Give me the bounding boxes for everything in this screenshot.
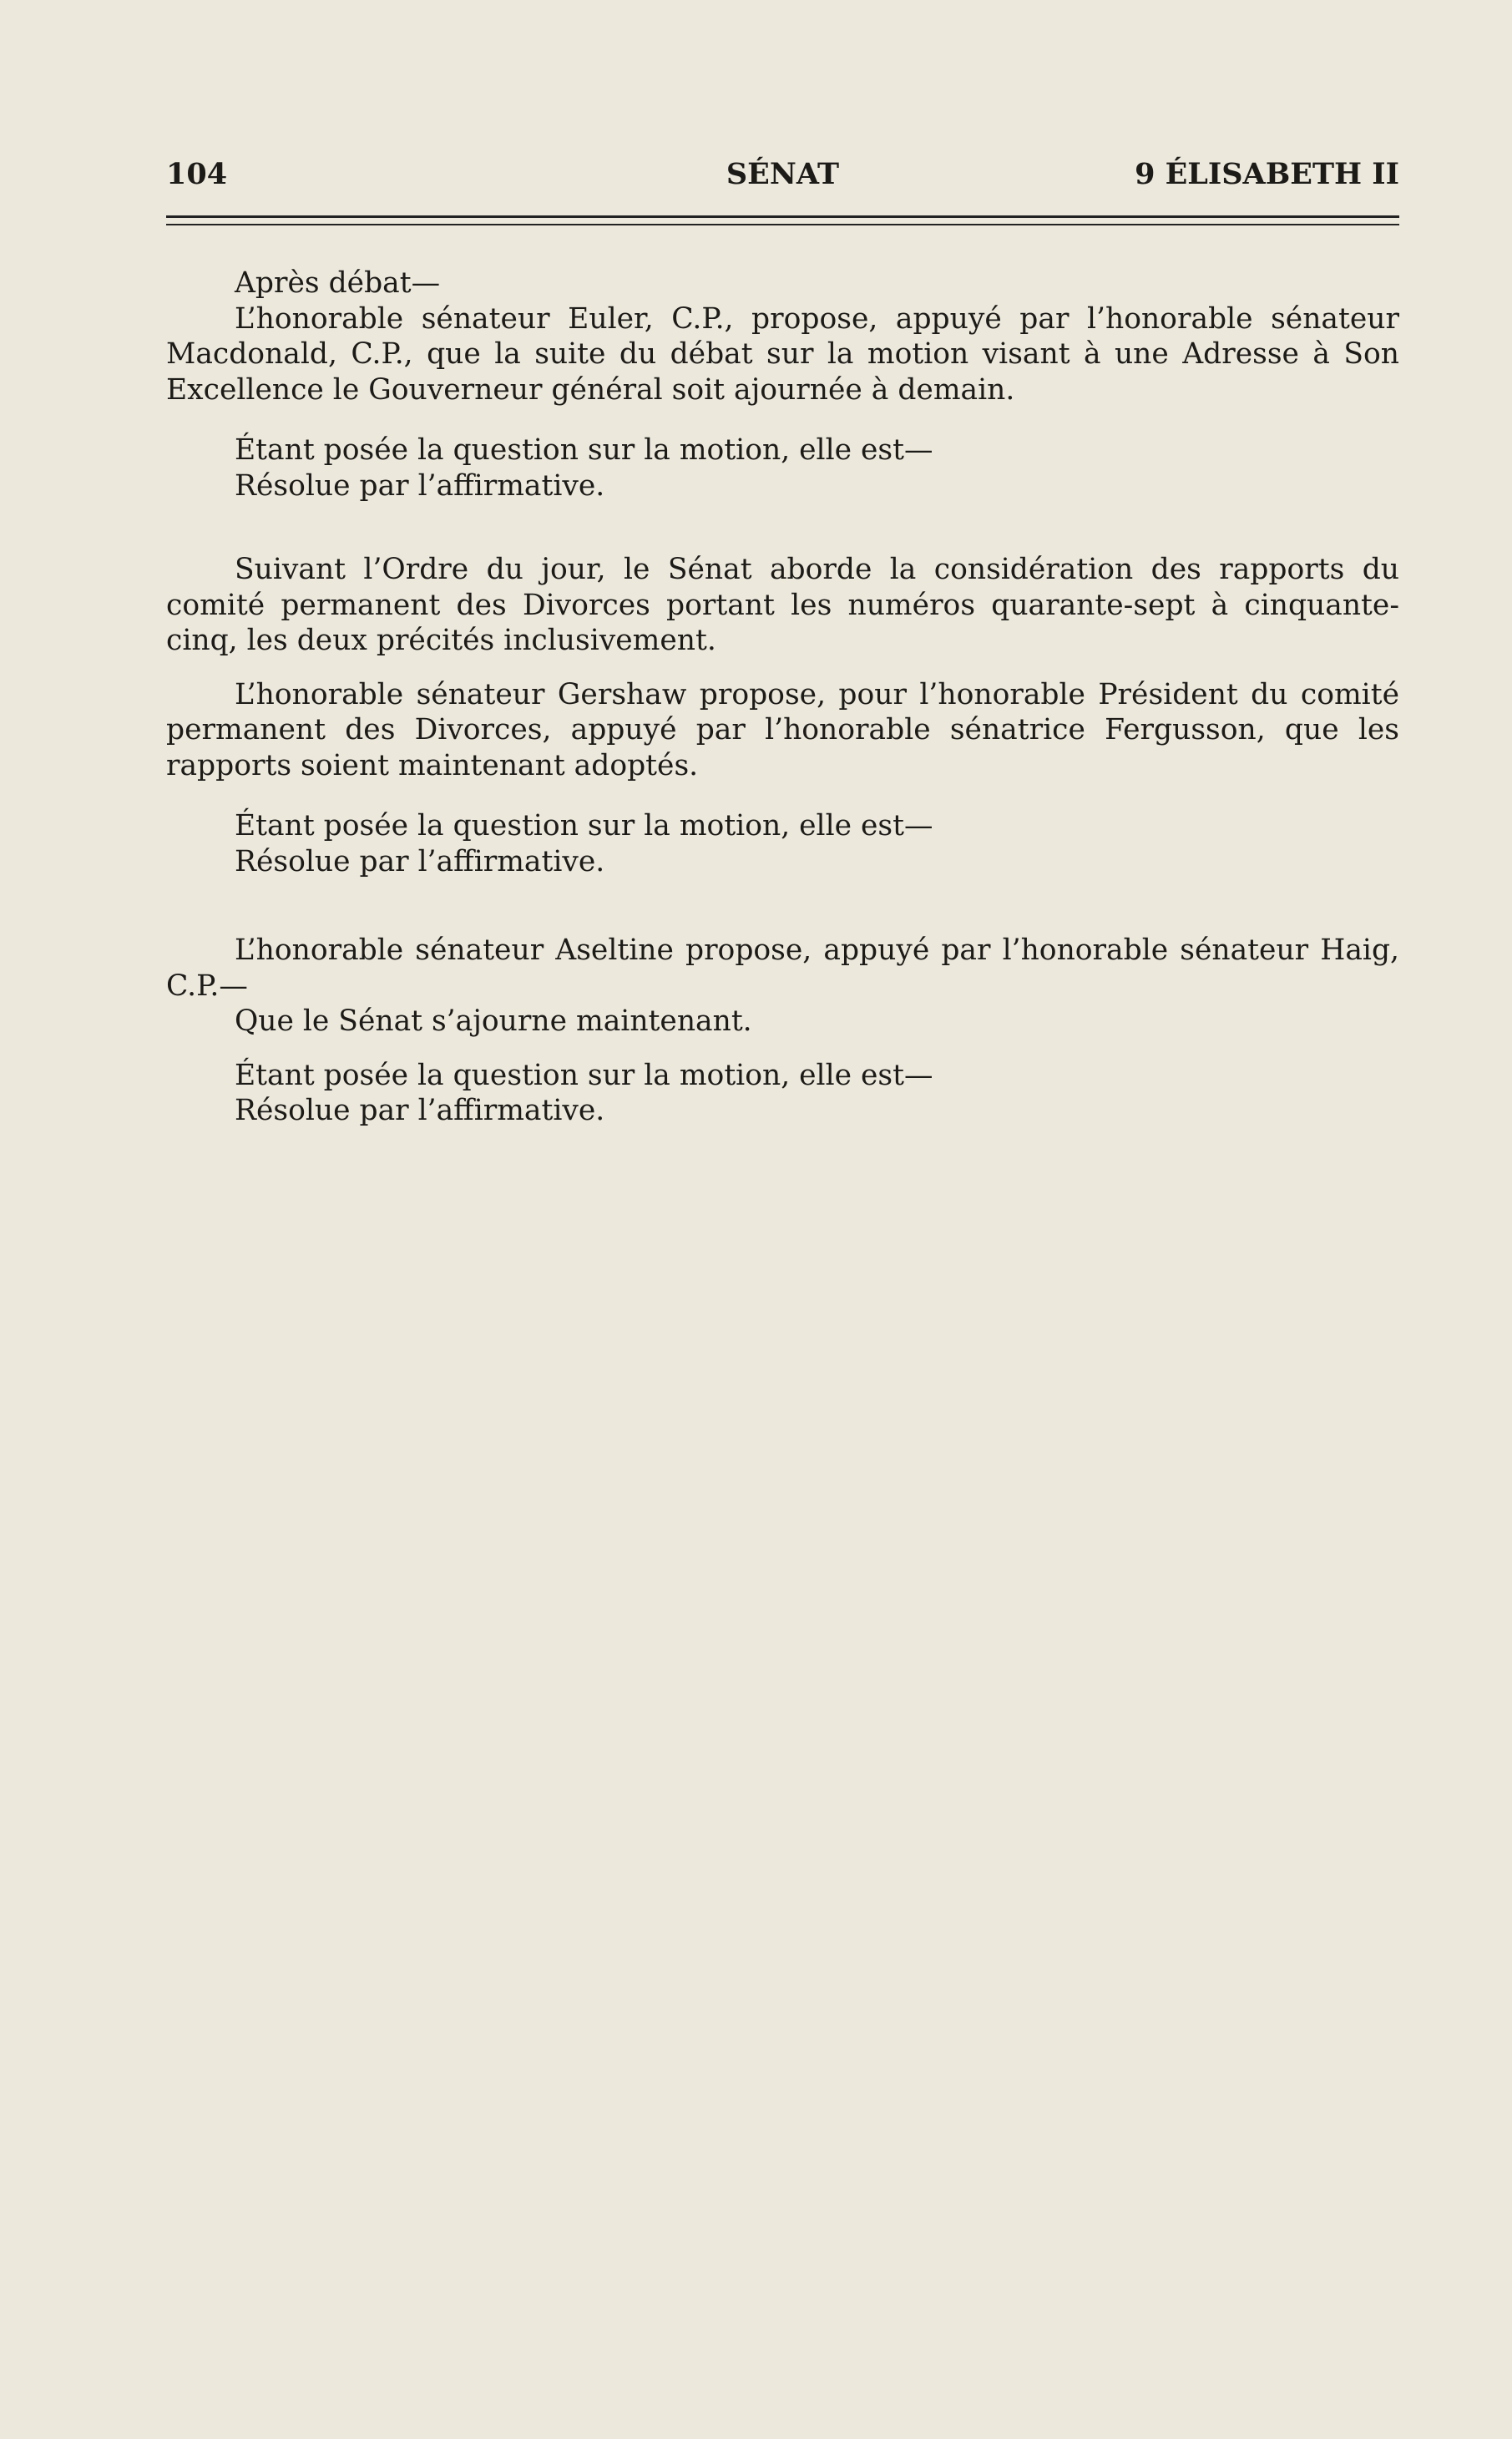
resolution-2: Résolue par l’affirmative. xyxy=(235,844,605,878)
regnal-year: 9 ÉLISABETH II xyxy=(1135,157,1399,191)
adjournment-line: Que le Sénat s’ajourne maintenant. xyxy=(235,1004,752,1038)
page-number: 104 xyxy=(166,157,228,191)
question-put-3: Étant posée la question sur la motion, elle est— xyxy=(235,1058,933,1092)
question-put-2: Étant posée la question sur la motion, elle est— xyxy=(235,809,933,843)
resolution-3: Résolue par l’affirmative. xyxy=(235,1094,605,1127)
paragraph-gershaw-motion: L’honorable sénateur Gershaw propose, pour l’honorable Président du comité permanent des Divorces, appuyé par l’honorable sénatrice Fergusson, que les rapports soient maintenant adoptés. xyxy=(166,677,1399,782)
resolution-1: Résolue par l’affirmative. xyxy=(235,468,605,503)
document-body xyxy=(166,266,1399,1129)
paragraph-order-of-day: Suivant l’Ordre du jour, le Sénat aborde la considération des rapports du comité permanent des Divorces portant les numéros quarante-sept à cinquante-cinq, les deux précités inclusivement. xyxy=(166,553,1399,657)
page-header xyxy=(166,152,1399,202)
running-title: SÉNAT xyxy=(726,157,840,191)
paragraph-aseltine-motion: L’honorable sénateur Aseltine propose, appuyé par l’honorable sénateur Haig, C.P.— xyxy=(166,934,1399,1003)
question-put-1: Étant posée la question sur la motion, elle est— xyxy=(235,433,933,467)
header-rule-bottom xyxy=(166,224,1399,225)
paragraph-euler-motion: L’honorable sénateur Euler, C.P., propose, appuyé par l’honorable sénateur Macdonald, C.P., que la suite du débat sur la motion visant à une Adresse à Son Excellence le Gouverneur général soit ajournée à demain. xyxy=(166,301,1399,407)
paragraph-after-debate: Après débat— xyxy=(235,266,441,300)
header-rule-top xyxy=(166,215,1399,218)
